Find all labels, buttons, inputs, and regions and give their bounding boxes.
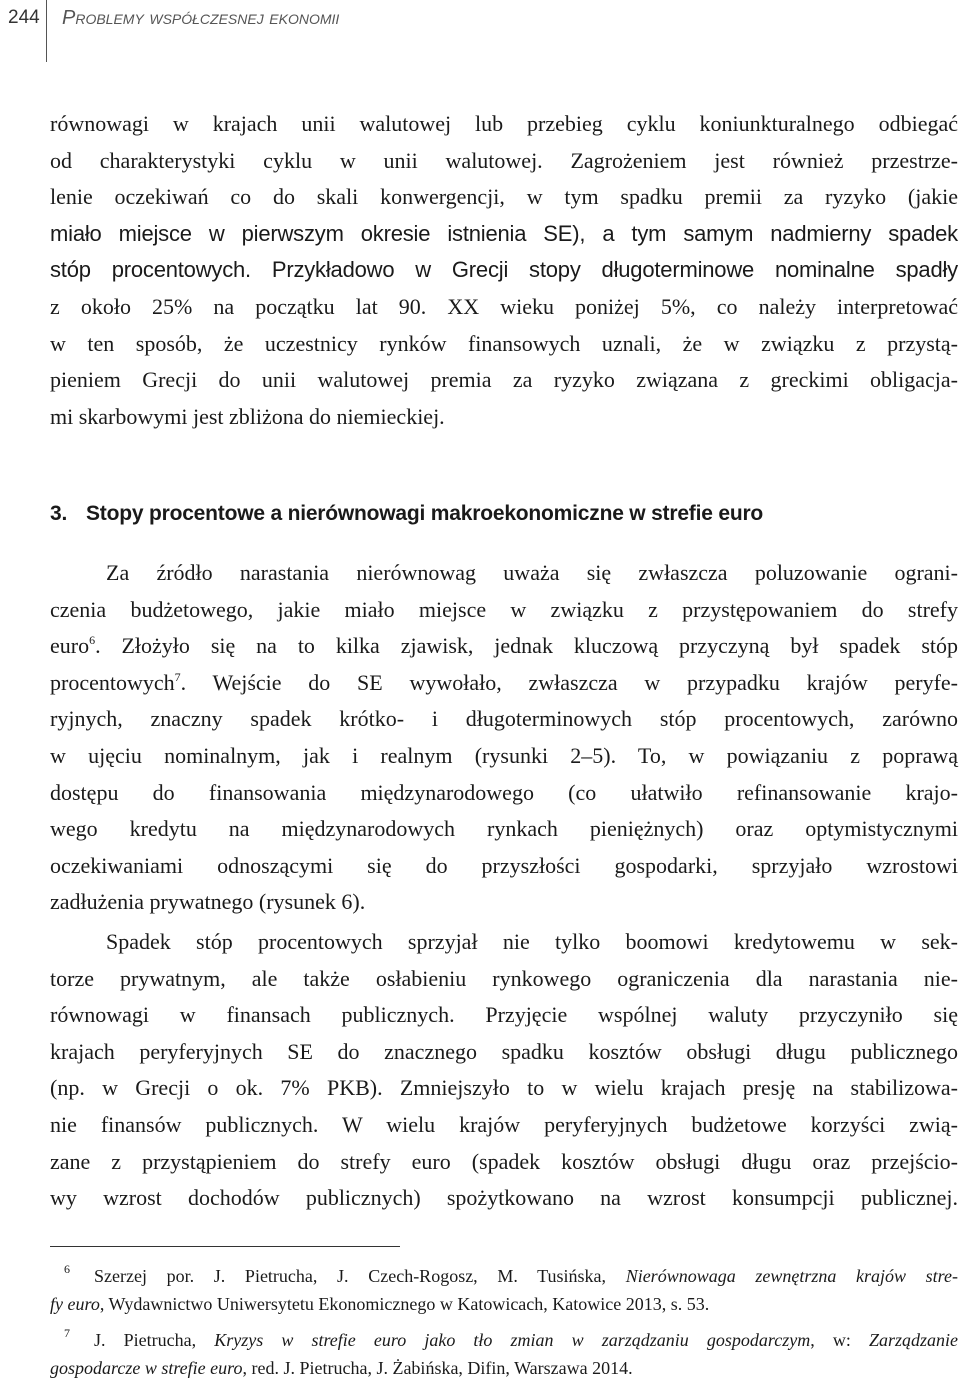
text-line: równowagi w finansach publicznych. Przyjęcie wspólnej waluty przyczyniło się [50, 1002, 958, 1028]
text-line: Spadek stóp procentowych sprzyjał nie tylko boomowi kredytowemu w sek- [106, 929, 958, 954]
text-line: z około 25% na początku lat 90. XX wieku poniżej 5%, co należy interpretować [50, 293, 958, 319]
text-line: czenia budżetowego, jakie miało miejsce w związku z przystępowaniem do strefy [50, 596, 958, 622]
footnote-number: 6 [64, 1262, 70, 1276]
text-line: torze prywatnym, ale także osłabieniu rynkowego ograniczenia dla narastania nie- [50, 965, 958, 991]
text-line: (np. w Grecji o ok. 7% PKB). Zmniejszyło to w wielu krajach presję na stabilizowa- [50, 1075, 958, 1101]
running-title: Problemy współczesnej ekonomii [62, 7, 340, 29]
footnote-7 [50, 1326, 958, 1382]
text-run: J. Pietrucha, [94, 1330, 215, 1350]
text-line [50, 665, 958, 702]
text-line: Za źródło narastania nierównowag uważa się zwłaszcza poluzowanie ograni- [106, 560, 958, 585]
text-line: wego kredytu na międzynarodowych rynkach pieniężnych) oraz optymistycznymi [50, 816, 958, 842]
text-run: procentowych [50, 669, 175, 695]
footnote-line [50, 1354, 958, 1382]
text-run: . Wejście do SE wywołało, zwłaszcza w przypadku krajów peryfe- [180, 669, 958, 695]
footnote-6 [50, 1262, 958, 1318]
text-line: dostępu do finansowania międzynarodowego (co ułatwiło refinansowanie krajo- [50, 779, 958, 805]
text-run: , Wydawnictwo Uniwersytetu Ekonomicznego w Katowicach, Katowice 2013, s. 53. [99, 1294, 710, 1314]
text-run: , red. J. Pietrucha, J. Żabińska, Difin, Warszawa 2014. [242, 1358, 633, 1378]
page-number: 244 [8, 7, 40, 28]
footnote-line [50, 1326, 958, 1354]
text-line: w ujęciu nominalnym, jak i realnym (rysunki 2–5). To, w powiązaniu z poprawą [50, 742, 958, 768]
text-line: nie finansów publicznych. W wielu krajów peryferyjnych budżetowe korzyści zwią- [50, 1111, 958, 1137]
text-line: stóp procentowych. Przykładowo w Grecji stopy długoterminowe nominalne spadły [50, 257, 958, 283]
text-line: ryjnych, znaczny spadek krótko- i długoterminowych stóp procentowych, zarówno [50, 706, 958, 732]
text-line: lenie oczekiwań co do skali konwergencji, w tym spadku premii za ryzyko (jakie [50, 184, 958, 210]
section-heading [50, 498, 958, 530]
text-line: wy wzrost dochodów publicznych) spożytkowano na wzrost konsumpcji publicznej. [50, 1185, 958, 1211]
text-line: od charakterystyki cyklu w unii walutowej. Zagrożeniem jest również przestrze- [50, 147, 958, 173]
text-line: równowagi w krajach unii walutowej lub przebieg cyklu koniunkturalnego odbiegać [50, 111, 958, 136]
footnote-line [50, 1290, 958, 1318]
italic-title: Nierównowaga zewnętrzna krajów stre- [625, 1266, 958, 1286]
text-line: pieniem Grecji do unii walutowej premia za ryzyko związana z greckimi obligacja- [50, 367, 958, 393]
text-line: zadłużenia prywatnego (rysunek 6). [50, 889, 366, 915]
text-line [50, 628, 958, 665]
text-line: w ten sposób, że uczestnicy rynków finansowych uznali, że w związku z przystą- [50, 330, 958, 356]
text-line: miało miejsce w pierwszym okresie istnienia SE), a tym samym nadmierny spadek [50, 220, 958, 246]
italic-title: Zarządzanie [868, 1330, 958, 1350]
footnote-ref-6[interactable]: 6 [89, 633, 96, 648]
text-line: oczekiwaniami odnoszącymi się do przyszłości gospodarki, sprzyjało wzrostowi [50, 852, 958, 878]
text-run: euro [50, 633, 90, 659]
text-run: , w: [810, 1330, 869, 1350]
section-number: 3. [50, 502, 68, 525]
text-line: zane z przystąpieniem do strefy euro (spadek kosztów obsługi długu oraz przejścio- [50, 1148, 958, 1174]
paragraph-2 [50, 924, 958, 1217]
text-line: krajach peryferyjnych SE do znacznego spadku kosztów obsługi długu publicznego [50, 1038, 958, 1064]
footnote-number: 7 [64, 1326, 70, 1340]
italic-title: Kryzys w strefie euro jako tło zmian w zarządzaniu gospodarczym [214, 1330, 811, 1350]
text-run: . Złożyło się na to kilka zjawisk, jednak kluczową przyczyną był spadek stóp [95, 633, 958, 659]
footnote-separator [50, 1246, 400, 1247]
italic-title: fy euro [50, 1294, 100, 1314]
header-divider [46, 0, 47, 62]
text-line: mi skarbowymi jest zbliżona do niemieckiej. [50, 403, 445, 429]
footnote-ref-7[interactable]: 7 [174, 669, 181, 684]
section-title: Stopy procentowe a nierównowagi makroekonomiczne w strefie euro [86, 502, 764, 525]
italic-title: gospodarcze w strefie euro [50, 1358, 243, 1378]
intro-paragraph [50, 106, 958, 435]
footnote-line [50, 1262, 958, 1290]
paragraph-1 [50, 555, 958, 921]
text-run: Szerzej por. J. Pietrucha, J. Czech-Rogosz, M. Tusińska, [94, 1266, 626, 1286]
